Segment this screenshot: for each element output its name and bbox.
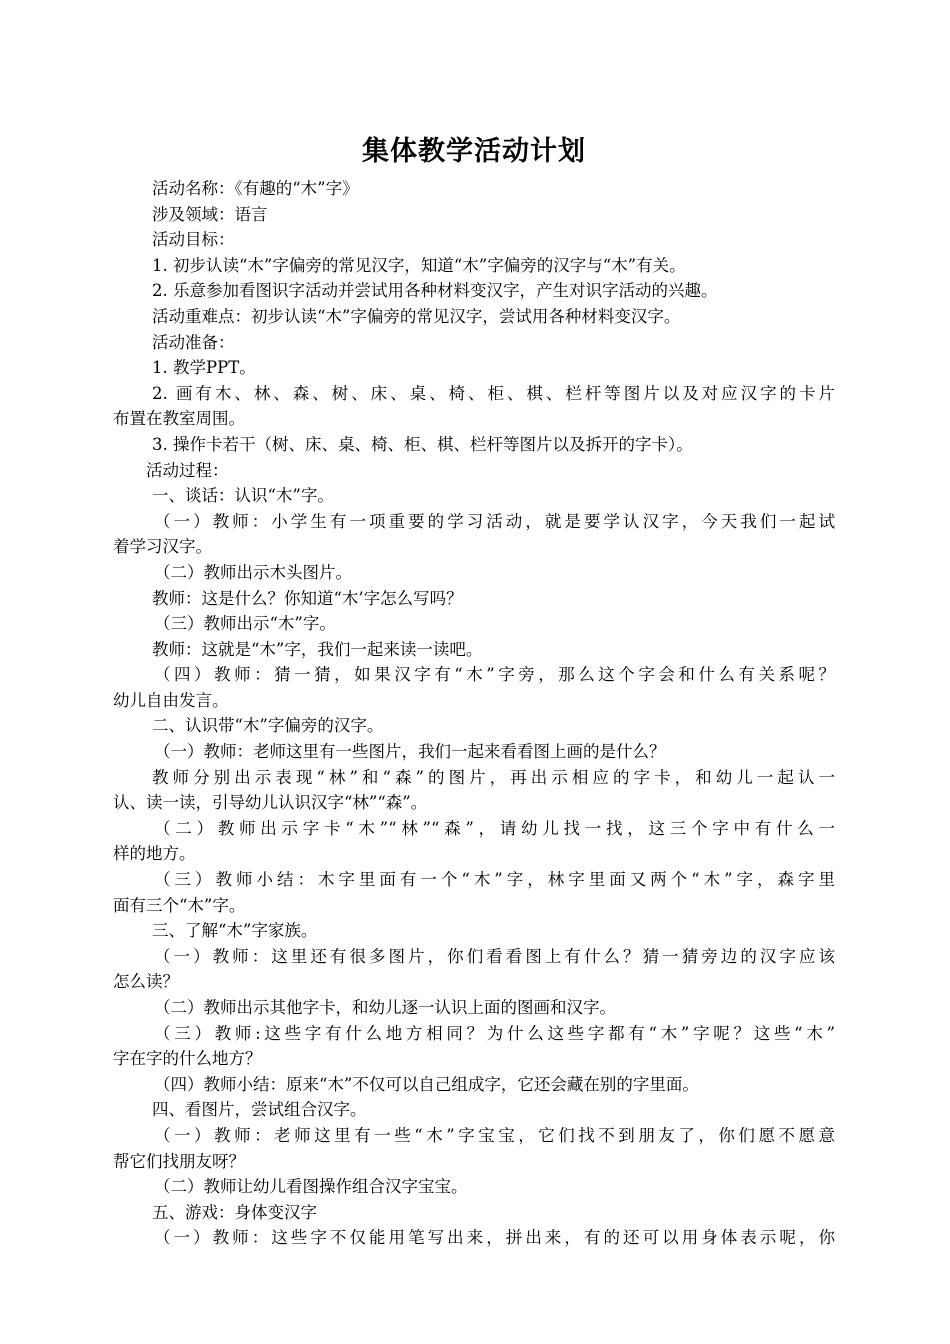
text-line: 教师分别出示表现“林”和“森”的图片，再出示相应的字卡，和幼儿一起认一 [152, 767, 835, 787]
text-line: 样的地方。 [113, 844, 196, 864]
text-line: 幼儿自由发言。 [113, 690, 229, 710]
text-line: （一）教师：这些字不仅能用笔写出来，拼出来，有的还可以用身体表示呢，你 [154, 1228, 835, 1248]
text-line: 字在字的什么地方？ [113, 1049, 262, 1069]
text-line: 活动准备： [152, 332, 235, 352]
text-line: 着学习汉字。 [113, 537, 212, 557]
text-line: 活动过程： [146, 460, 229, 480]
text-line: 1. 初步认读“木”字偏旁的常见汉字，知道“木”字偏旁的汉字与“木”有关。 [152, 255, 686, 275]
text-line: 教师：这就是“木”字，我们一起来读一读吧。 [152, 639, 483, 659]
text-line: 2. 画有木、林、森、树、床、桌、椅、柜、棋、栏杆等图片以及对应汉字的卡片 [152, 383, 835, 403]
text-line: （二）教师出示字卡“木”“林”“森”，请幼儿找一找，这三个字中有什么一 [154, 818, 835, 838]
text-line: 怎么读？ [113, 972, 179, 992]
text-line: 2. 乐意参加看图识字活动并尝试用各种材料变汉字，产生对识字活动的兴趣。 [152, 281, 718, 301]
document-body [113, 176, 835, 1251]
text-line: （三）教师:这些字有什么地方相同？为什么这些字都有“木”字呢？这些“木” [154, 1023, 835, 1043]
text-line: 活动目标： [152, 230, 235, 250]
document-title: 集体教学活动计划 [362, 136, 586, 167]
text-line: （四）教师：猜一猜，如果汉字有“木”字旁，那么这个字会和什么有关系呢？ [154, 665, 835, 685]
text-line: （一）教师：老师这里有一些图片，我们一起来看看图上画的是什么？ [154, 742, 666, 762]
text-line: （一）教师：这里还有很多图片，你们看看图上有什么？猜一猜旁边的汉字应该 [154, 946, 835, 966]
text-line: （二）教师出示木头图片。 [154, 562, 352, 582]
text-line: 三、了解“木”字家族。 [152, 921, 318, 941]
text-line: 一、谈话：认识“木”字。 [152, 486, 334, 506]
document-page [113, 130, 835, 1251]
text-line: （三）教师出示“木”字。 [154, 614, 336, 634]
text-line: （四）教师小结：原来“木”不仅可以自己组成字，它还会藏在别的字里面。 [154, 1074, 699, 1094]
text-line: 面有三个“木”字。 [113, 895, 246, 915]
text-line: （三）教师小结：木字里面有一个“木”字，林字里面又两个“木”字，森字里 [154, 870, 835, 890]
text-line: 活动重难点：初步认读“木”字偏旁的常见汉字，尝试用各种材料变汉字。 [152, 306, 681, 326]
text-line: 布置在教室周围。 [113, 409, 245, 429]
text-line: （二）教师让幼儿看图操作组合汉字宝宝。 [154, 1177, 468, 1197]
text-line: 3. 操作卡若干（树、床、桌、椅、柜、棋、栏杆等图片以及拆开的字卡）。 [152, 434, 693, 454]
text-line: 涉及领域：语言 [152, 204, 268, 224]
text-line: （一）教师：小学生有一项重要的学习活动，就是要学认汉字，今天我们一起试 [154, 511, 835, 531]
text-line: 五、游戏：身体变汉字 [152, 1202, 317, 1222]
text-line: 认、读一读，引导幼儿认识汉字“林”“森”。 [113, 793, 428, 813]
text-line: 1. 教学PPT。 [152, 358, 256, 378]
text-line: 教师：这是什么？你知道“木’字怎么写吗？ [152, 588, 463, 608]
text-line: 四、看图片，尝试组合汉字。 [152, 1100, 367, 1120]
text-line: 二、认识带“木”字偏旁的汉字。 [152, 716, 384, 736]
text-line: （二）教师出示其他字卡，和幼儿逐一认识上面的图画和汉字。 [154, 998, 616, 1017]
text-line: 帮它们找朋友呀？ [113, 1151, 245, 1171]
text-line: 活动名称：《有趣的“木”字》 [152, 179, 359, 198]
text-line: （一）教师：老师这里有一些“木”字宝宝，它们找不到朋友了，你们愿不愿意 [154, 1125, 835, 1145]
